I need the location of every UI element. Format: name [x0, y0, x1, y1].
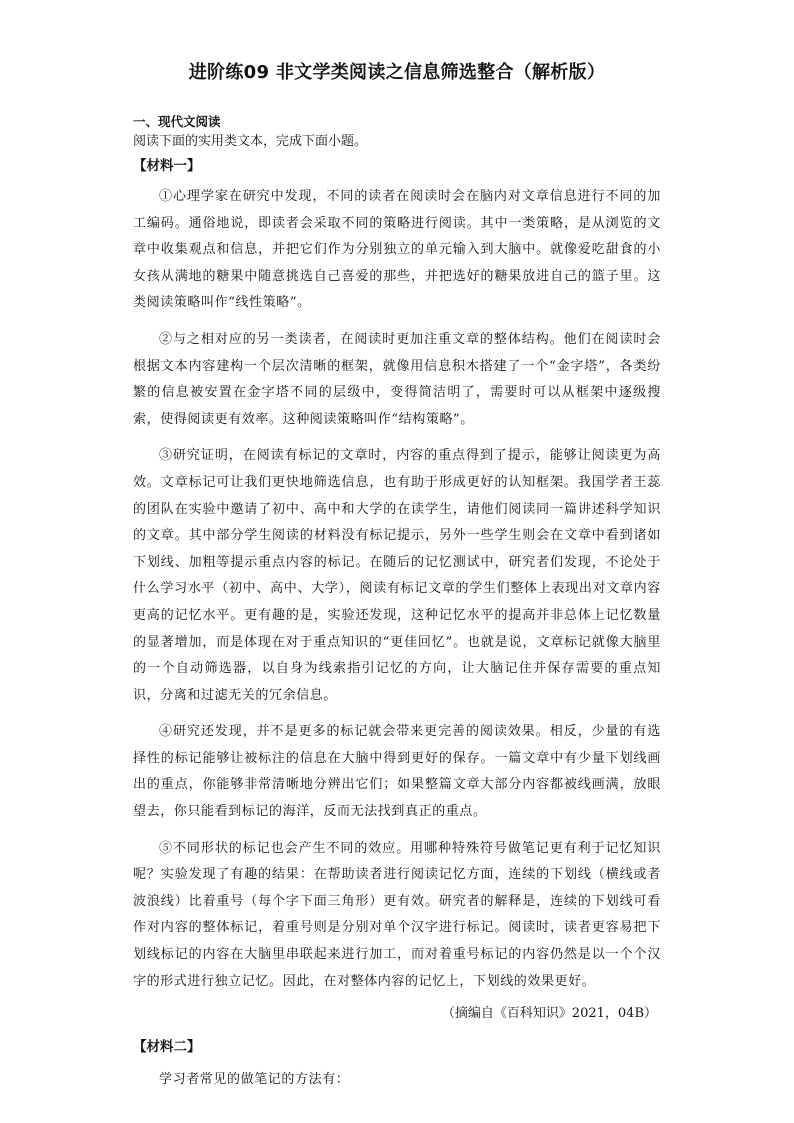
- material-one-source: （摘编自《百科知识》2021，04B）: [441, 1006, 657, 1022]
- material-two-paragraph-1: 学习者常见的做笔记的方法有：: [159, 1072, 350, 1088]
- material-one-paragraph-2: ②与之相对应的另一类读者，在阅读时更加注重文章的整体结构。他们在阅读时会根据文本内容建构一个层次清晰的框架，就像用信息积木搭建了一个“金字塔”，各类纷繁的信息被安置在金字塔不同的层级中，变得简洁明了，需要时可以从框架中逐级搜索，使得阅读更有效率。这种阅读策略叫作“结构策略”。: [133, 331, 661, 427]
- document-title: 进阶练09 非文学类阅读之信息筛选整合（解析版）: [188, 62, 606, 83]
- instruction-text: 阅读下面的实用类文本，完成下面小题。: [133, 134, 368, 149]
- material-one-paragraph-3: ③研究证明，在阅读有标记的文章时，内容的重点得到了提示，能够让阅读更为高效。文章标记可让我们更快地筛选信息，也有助于形成更好的认知框架。我国学者王蕊的团队在实验中邀请了初中、高中和大学的在读学生，请他们阅读同一篇讲述科学知识的文章。其中部分学生阅读的材料没有标记提示，另外一些学生则会在文章中看到诸如下划线、加粗等提示重点内容的标记。在随后的记忆测试中，研究者们发现，不论处于什么学习水平（初中、高中、大学），阅读有标记文章的学生们整体上表现出对文章内容更高的记忆水平。更有趣的是，实验还发现，这种记忆水平的提高并非总体上记忆数量的显著增加，而是体现在对于重点知识的“更佳回忆”。也就是说，文章标记就像大脑里的一个自动筛选器，以自身为线索指引记忆的方向，让大脑记住并保存需要的重点知识，分离和过滤无关的冗余信息。: [133, 448, 661, 703]
- material-one-paragraph-5: ⑤不同形状的标记也会产生不同的效应。用哪种特殊符号做笔记更有利于记忆知识呢？实验发现了有趣的结果：在帮助读者进行阅读记忆方面，连续的下划线（横线或者波浪线）比着重号（每个字下面三角形）更有效。研究者的解释是，连续的下划线可看作对内容的整体标记，着重号则是分别对单个汉字进行标记。阅读时，读者更容易把下划线标记的内容在大脑里串联起来进行加工，而对着重号标记的内容仍然是以一个个汉字的形式进行独立记忆。因此，在对整体内容的记忆上，下划线的效果更好。: [133, 840, 661, 989]
- material-one-paragraph-4: ④研究还发现，并不是更多的标记就会带来更完善的阅读效果。相反，少量的有选择性的标记能够让被标注的信息在大脑中得到更好的保存。一篇文章中有少量下划线画出的重点，你能够非常清晰地分辨出它们；如果整篇文章大部分内容都被线画满，放眼望去，你只能看到标记的海洋，反而无法找到真正的重点。: [133, 724, 661, 820]
- material-one-paragraph-1: ①心理学家在研究中发现，不同的读者在阅读时会在脑内对文章信息进行不同的加工编码。通俗地说，即读者会采取不同的策略进行阅读。其中一类策略，是从浏览的文章中收集观点和信息，并把它们作为分别独立的单元输入到大脑中。就像爱吃甜食的小女孩从满地的糖果中随意挑选自己喜爱的那些，并把选好的糖果放进自己的篮子里。这类阅读策略叫作“线性策略”。: [133, 189, 661, 311]
- material-two-label: 【材料二】: [133, 1039, 201, 1056]
- material-one-label: 【材料一】: [133, 158, 201, 174]
- section-heading: 一、现代文阅读: [133, 114, 221, 129]
